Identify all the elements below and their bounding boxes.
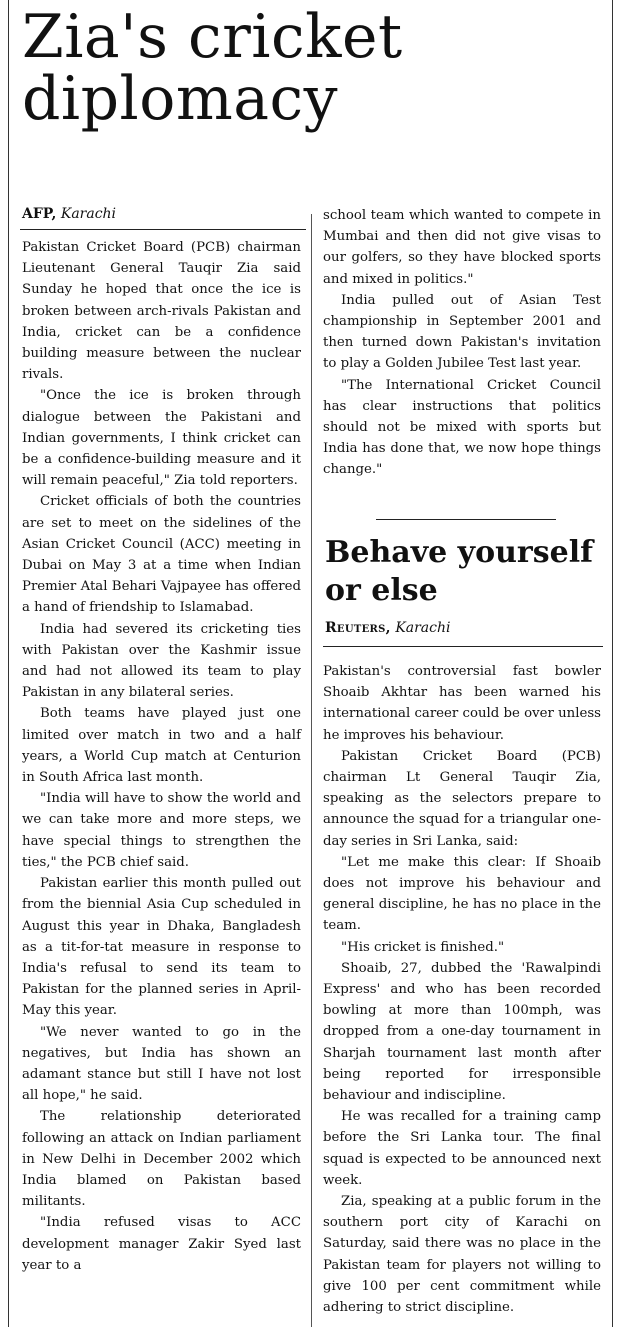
article1-paragraph: India had severed its cricketing ties with Pakistan over the Kashmir issue and had not allowed its team to play Pakistan in any bilateral series. [22,621,301,701]
article1-paragraph: Cricket officials of both the countries are set to meet on the sidelines of the Asian Cricket Council (ACC) meeting in Dubai on May 3 at a time when Indian Premier Atal Behari Vajpayee has offered a hand of friendship to Islamabad. [22,494,301,616]
article2-byline-city: Karachi [395,620,451,636]
article1-continued [323,205,601,481]
article2-paragraph: "His cricket is finished." [341,939,505,955]
article1-body [22,237,301,1276]
article2-body [323,661,601,1318]
article1-headline: Zia's cricket diplomacy [22,2,403,134]
article1-paragraph: Pakistan Cricket Board (PCB) chairman Lieutenant General Tauqir Zia said Sunday he hoped that once the ice is broken between arch-rivals Pakistan and India, cricket can be a confidence building measure between the nuclear rivals. [22,240,301,383]
article1-paragraph: "We never wanted to go in the negatives, but India has shown an adamant stance but still I have not lost all hope," he said. [22,1024,301,1104]
article2-headline: Behave yourself or else [325,535,593,608]
article1-paragraph: Both teams have played just one limited over match in two and a half years, a World Cup match at Centurion in South Africa last month. [22,706,301,786]
article1-paragraph: "India refused visas to ACC development manager Zakir Syed last year to a [22,1215,301,1273]
article1-paragraph: Pakistan earlier this month pulled out from the biennial Asia Cup scheduled in August this year in Dhaka, Bangladesh as a tit-for-tat measure in response to India's refusal to send its team to Pakistan for the planned series in April-May this year. [22,876,301,1019]
article2-byline-rule [323,646,603,647]
article1-continued-paragraph: school team which wanted to compete in Mumbai and then did not give visas to our golfers, so they have blocked sports and mixed in politics." [323,208,601,287]
left-border-rule [8,0,9,1327]
article2-paragraph: Pakistan's controversial fast bowler Shoaib Akhtar has been warned his international career could be over unless he improves his behaviour. [323,664,601,743]
column-divider [311,214,312,1327]
article2-paragraph: "Let me make this clear: If Shoaib does not improve his behaviour and general discipline, he has no place in the team. [323,854,601,934]
article2-byline [325,620,451,636]
article1-byline-rule [20,229,306,230]
article2-byline-agency: Reuters, [325,620,391,636]
article1-paragraph: "India will have to show the world and we can take more and more steps, we have special things to strengthen the ties," the PCB chief said. [22,791,301,870]
article2-paragraph: Shoaib, 27, dubbed the 'Rawalpindi Express' and who has been recorded bowling at more than 100mph, was dropped from a one-day tournament in Sharjah tournament last month after being reported for irresponsible behaviour and indiscipline. [323,960,601,1104]
article-separator [376,519,556,520]
article1-continued-paragraph: India pulled out of Asian Test championship in September 2001 and then turned down Pakistan's invitation to play a Golden Jubilee Test last year. [323,292,601,372]
article1-paragraph: "Once the ice is broken through dialogue between the Pakistani and Indian governments, I think cricket can be a confidence-building measure and it will remain peaceful," Zia told reporters. [22,388,301,489]
article1-paragraph: The relationship deteriorated following an attack on Indian parliament in New Delhi in December 2002 which India blamed on Pakistan based militants. [22,1109,301,1210]
article1-continued-paragraph: "The International Cricket Council has clear instructions that politics should not be mixed with sports but India has done that, we now hope things change." [323,377,601,478]
article1-byline-agency: AFP, [22,206,57,222]
article1-byline [22,206,116,222]
article2-paragraph: Pakistan Cricket Board (PCB) chairman Lt General Tauqir Zia, speaking as the selectors prepare to announce the squad for a triangular one-day series in Sri Lanka, said: [323,748,601,849]
article2-paragraph: He was recalled for a training camp before the Sri Lanka tour. The final squad is expected to be announced next week. [323,1109,601,1188]
right-border-rule [612,0,613,1327]
article2-paragraph: Zia, speaking at a public forum in the southern port city of Karachi on Saturday, said there was no place in the Pakistan team for players not willing to give 100 per cent commitment while adhering to strict discipline. [323,1194,601,1316]
article1-byline-city: Karachi [60,206,117,222]
